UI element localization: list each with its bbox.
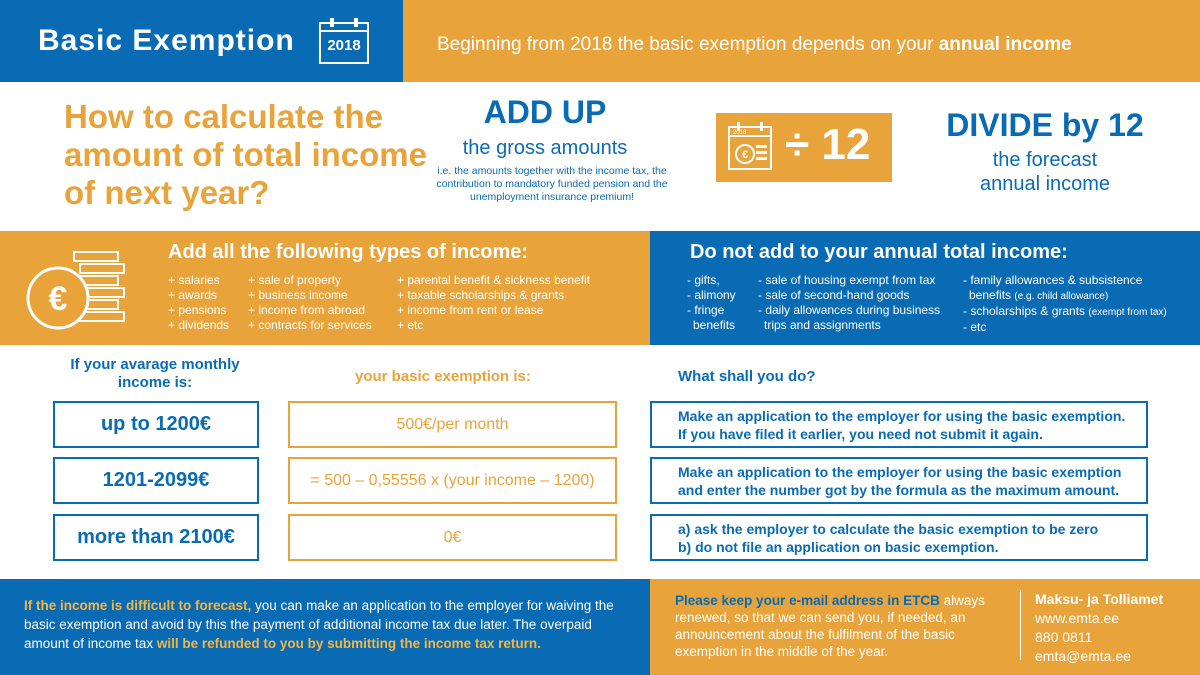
- column-head-action: What shall you do?: [678, 368, 816, 385]
- organization-name: Maksu- ja Tolliamet: [1035, 591, 1164, 607]
- income-list-2: + sale of property + business income + income from abroad + contracts for services: [248, 273, 372, 332]
- addup-subtitle: the gross amounts: [462, 137, 628, 159]
- divide-by-twelve: ÷ 12: [785, 120, 871, 169]
- exclusion-list-3: - family allowances & subsistence benefits (e.g. child allowance) - scholarships & grants (exempt from tax) - etc: [963, 273, 1167, 334]
- addup-title: ADD UP: [483, 94, 607, 130]
- row-exemption-2: = 500 – 0,55556 x (your income – 1200): [288, 457, 617, 504]
- email-link[interactable]: emta@emta.ee: [1035, 648, 1131, 664]
- intro-question: How to calculate the amount of total income of next year?: [64, 98, 427, 211]
- website-link[interactable]: www.emta.ee: [1035, 610, 1120, 626]
- phone-number: 880 0811: [1035, 629, 1093, 645]
- page-title: Basic Exemption: [38, 24, 295, 57]
- income-list-1: + salaries + awards + pensions + dividends: [168, 273, 230, 332]
- row-income-3: more than 2100€: [53, 514, 259, 561]
- footer-forecast-note: If the income is difficult to forecast, you can make an application to the employer for waiving the basic exemption and avoid by this the payment of additional income tax due later. The overpaid amount of income tax will be refunded to you by submitting the income tax return.: [24, 598, 614, 651]
- header-subtitle: Beginning from 2018 the basic exemption depends on your annual income: [437, 34, 1072, 55]
- exclusion-list-1: - gifts, - alimony - fringe benefits: [687, 273, 736, 332]
- coins-euro-icon: [22, 246, 132, 336]
- calendar-euro-icon: [727, 121, 773, 173]
- not-add-title: Do not add to your annual total income:: [690, 241, 1068, 263]
- calendar-year: 2018: [327, 37, 361, 54]
- column-head-exemption: your basic exemption is:: [355, 368, 531, 385]
- row-action-1: Make an application to the employer for using the basic exemption. If you have filed it earlier, you need not submit it again.: [650, 401, 1148, 448]
- add-income-title: Add all the following types of income:: [168, 241, 529, 263]
- row-income-1: up to 1200€: [53, 401, 259, 448]
- divide-title: DIVIDE by 12: [946, 107, 1144, 143]
- column-head-income: If your avarage monthly income is:: [70, 356, 240, 391]
- addup-note: i.e. the amounts together with the income tax, the contribution to mandatory funded pension and the unemployment insurance premium!: [436, 165, 668, 203]
- svg-text:€: €: [741, 149, 749, 161]
- footer-divider: [1020, 590, 1021, 660]
- divbox-year: 2018: [733, 130, 747, 136]
- footer-contact: [1035, 590, 1163, 666]
- divide-subtitle: the forecast annual income: [979, 149, 1111, 195]
- footer-email-note: Please keep your e-mail address in ETCB always renewed, so that we can send you, if needed, an announcement about the fulfilment of the basic exemption in the middle of the year.: [675, 593, 985, 659]
- row-action-3: a) ask the employer to calculate the basic exemption to be zero b) do not file an application on basic exemption.: [650, 514, 1148, 561]
- row-income-2: 1201-2099€: [53, 457, 259, 504]
- income-list-3: + parental benefit & sickness benefit + taxable scholarships & grants + income from rent or lease + etc: [397, 273, 591, 332]
- row-exemption-3: 0€: [288, 514, 617, 561]
- row-action-2: Make an application to the employer for using the basic exemption and enter the number got by the formula as the maximum amount.: [650, 457, 1148, 504]
- exclusion-list-2: - sale of housing exempt from tax - sale of second-hand goods - daily allowances during business trips and assignments: [758, 273, 941, 332]
- row-exemption-1: 500€/per month: [288, 401, 617, 448]
- svg-text:€: €: [48, 280, 68, 318]
